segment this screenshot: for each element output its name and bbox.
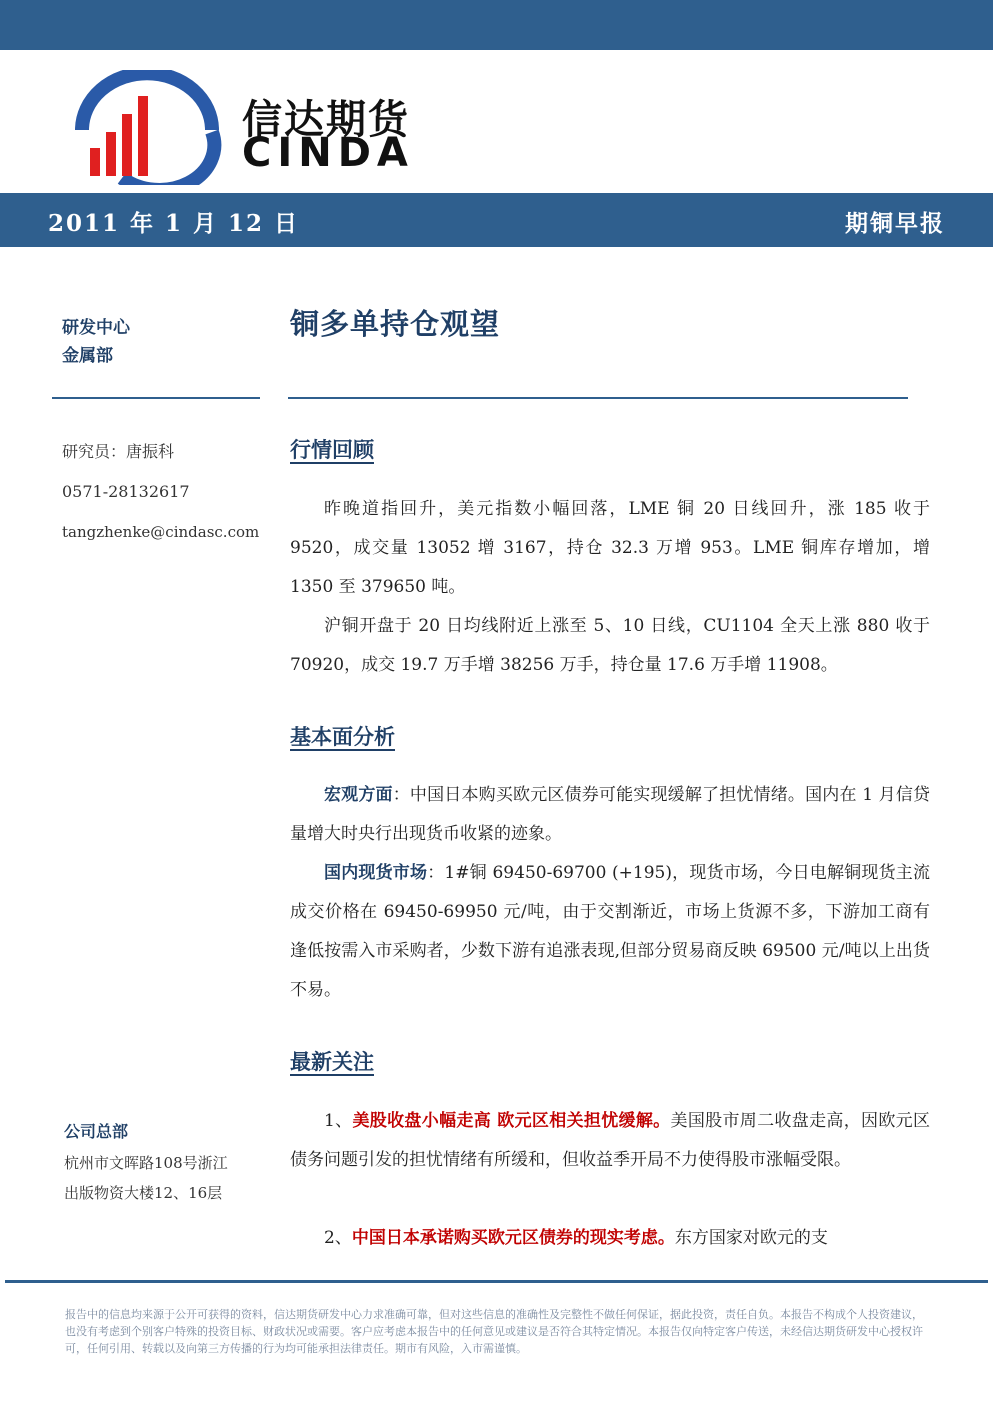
- item-2-text: 东方国家对欧元的支: [674, 1228, 828, 1248]
- item-2-title: 中国日本承诺购买欧元区债券的现实考虑。: [351, 1228, 675, 1248]
- report-date: 2011 年 1 月 12 日: [48, 210, 300, 237]
- top-banner: [0, 0, 993, 50]
- logo-chinese-name: 信达期货: [242, 97, 410, 143]
- market-review-paragraph-1: 昨晚道指回升，美元指数小幅回落，LME 铜 20 日线回升，涨 185 收于 9520，成交量 13052 增 3167，持仓 32.3 万增 953。LME 铜库存增加，增 1350 至 379650 吨。: [290, 499, 930, 597]
- logo-english-name: CINDA: [242, 130, 414, 176]
- footer-divider: [5, 1280, 988, 1283]
- item-2-number: 2、: [324, 1228, 352, 1248]
- hq-address-line-1: 杭州市文晖路108号浙江: [64, 1154, 228, 1172]
- disclaimer: 报告中的信息均来源于公开可获得的资料，信达期货研发中心力求准确可靠，但对这些信息的准确性及完整性不做任何保证，据此投资，责任自负。本报告不构成个人投资建议，也没有考虑到个别客户特殊的投资目标、财政状况或需要。客户应考虑本报告中的任何意见或建议是否符合其特定情况。本报告仅向特定客户传送，未经信达期货研发中心授权许可，任何引用、转载以及向第三方传播的行为均可能承担法律责任。期市有风险，入市需谨慎。: [65, 1308, 923, 1355]
- main-divider: [288, 397, 908, 399]
- market-review-paragraph-2: 沪铜开盘于 20 日均线附近上涨至 5、10 日线，CU1104 全天上涨 880 收于 70920，成交 19.7 万手增 38256 万手，持仓量 17.6 万手增 11908。: [290, 616, 930, 675]
- dept-line-1: 研发中心: [62, 318, 130, 338]
- latest-focus-item-2: [290, 1219, 930, 1258]
- dept-line-2: 金属部: [62, 346, 113, 366]
- cinda-logo-icon: [62, 70, 232, 185]
- department: [52, 314, 270, 370]
- researcher-phone: 0571-28132617: [62, 482, 190, 501]
- hq-address-line-2: 出版物资大楼12、16层: [64, 1184, 223, 1202]
- cinda-logo: [62, 70, 442, 185]
- macro-text: ：中国日本购买欧元区债券可能实现缓解了担忧情绪。国内在 1 月信贷量增大时央行出现货币收紧的迹象。: [290, 785, 931, 844]
- section-latest-focus-heading: 最新关注: [290, 1049, 374, 1074]
- hq-title: 公司总部: [64, 1122, 129, 1141]
- fundamentals-macro-paragraph: [290, 776, 930, 854]
- sidebar-divider: [52, 397, 260, 399]
- item-1-number: 1、: [324, 1111, 353, 1131]
- researcher-email[interactable]: tangzhenke@cindasc.com: [62, 523, 260, 541]
- section-fundamentals-heading: 基本面分析: [290, 724, 395, 749]
- item-1-title: 美股收盘小幅走高 欧元区相关担忧缓解。: [352, 1111, 671, 1131]
- report-type: 期铜早报: [845, 210, 945, 237]
- fundamentals-spot-paragraph: [290, 854, 930, 1010]
- latest-focus-item-1: [290, 1102, 930, 1180]
- item-1-text: 美国股市周二收盘走高，因欧元区债务问题引发的担忧情绪有所缓和，但收益季开局不力使得股市涨幅受限。: [290, 1111, 930, 1170]
- section-market-review-heading: 行情回顾: [290, 437, 374, 462]
- macro-label: 宏观方面: [324, 785, 393, 805]
- spot-market-label: 国内现货市场: [324, 863, 428, 883]
- date-banner: [0, 193, 993, 247]
- company-hq: [52, 1120, 272, 1208]
- researcher-name: 研究员：唐振科: [62, 442, 175, 461]
- researcher-info: [52, 432, 270, 552]
- spot-market-text: ：1#铜 69450-69700 (+195)，现货市场，今日电解铜现货主流成交价格在 69450-69950 元/吨，由于交割渐近，市场上货源不多，下游加工商有逢低按需入市采购者，少数下游有追涨表现,但部分贸易商反映 69500 元/吨以上出货不易。: [290, 863, 930, 1000]
- report-title: 铜多单持仓观望: [290, 307, 501, 341]
